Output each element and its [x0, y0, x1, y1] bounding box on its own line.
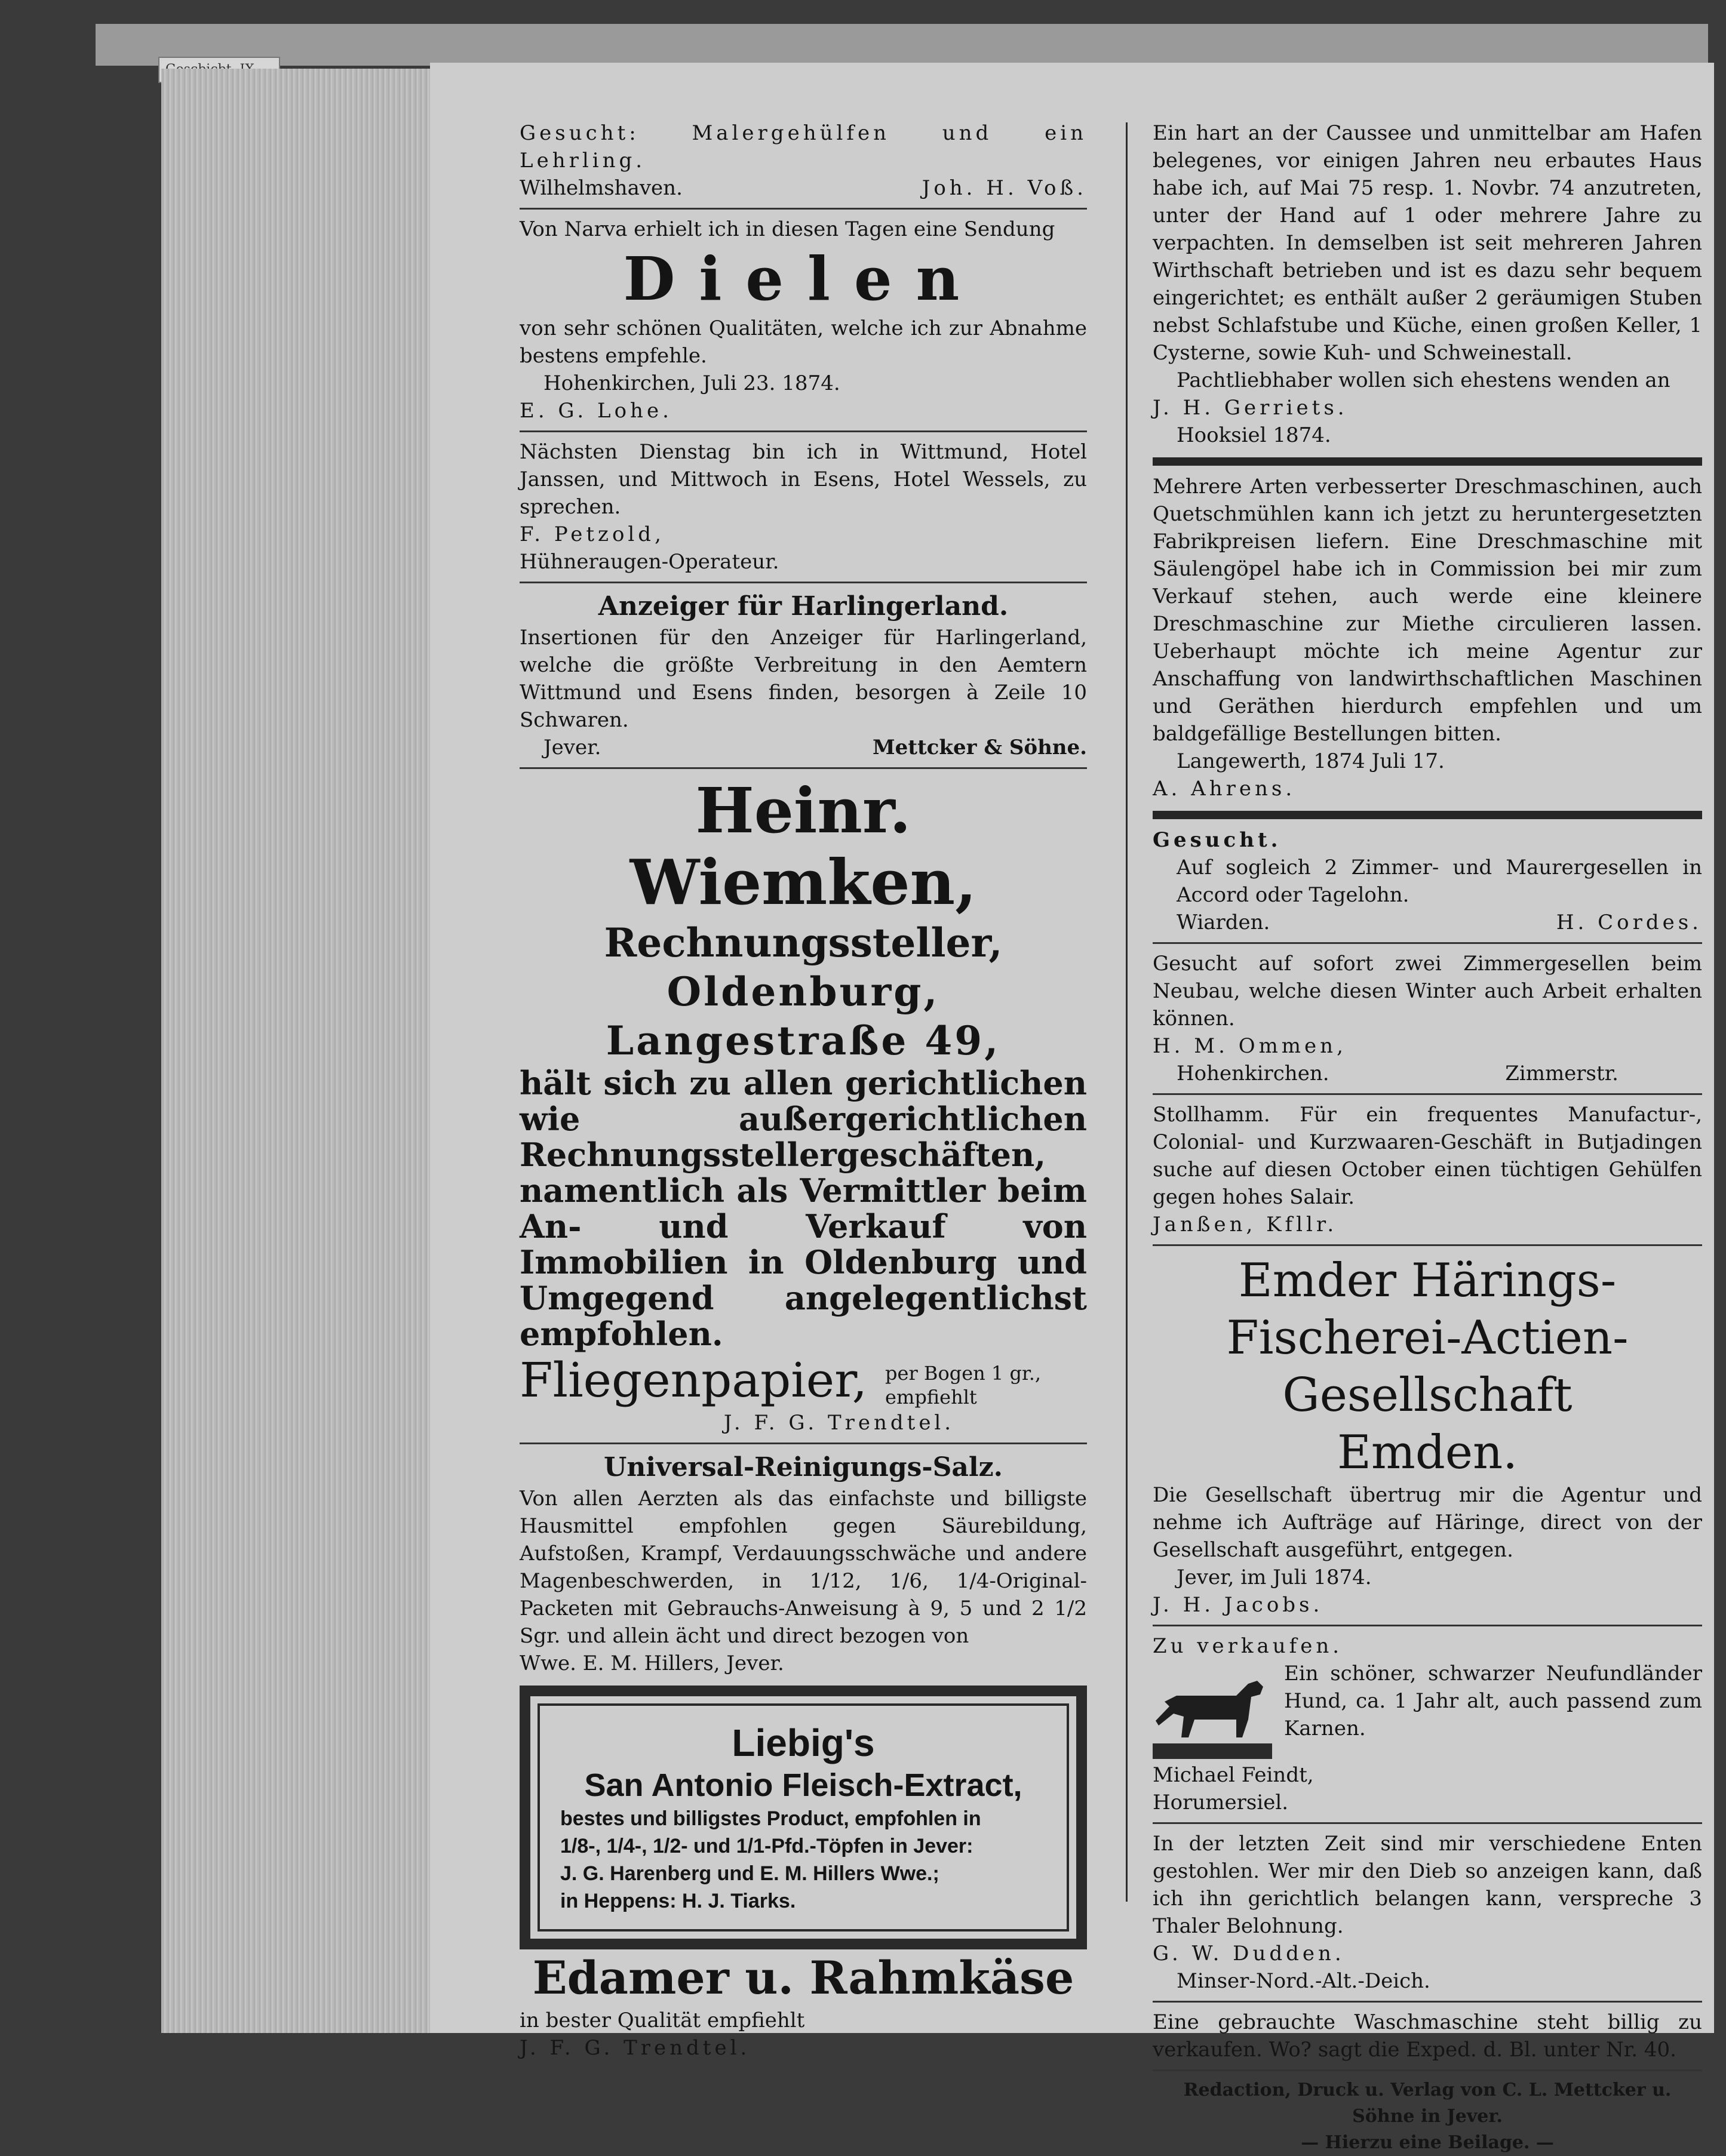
ad-place: Wiarden. [1177, 911, 1270, 934]
ad-headline: Heinr. Wiemken, [629, 774, 977, 919]
ad-text: Ein schöner, schwarzer Neufundländer Hund, ca. 1 Jahr alt, auch passend zum Karnen. [1284, 1662, 1702, 1740]
divider [1153, 1822, 1702, 1824]
ad-anzeiger [520, 589, 1087, 761]
ad-date: Langewerth, 1874 Juli 17. [1177, 749, 1445, 773]
ad-signature: J. H. Gerriets. [1153, 396, 1348, 420]
ad-signature: A. Ahrens. [1153, 777, 1296, 801]
ad-hund [1153, 1632, 1702, 1816]
thick-divider [1153, 811, 1702, 819]
ad-text: Die Gesellschaft übertrug mir die Agentur und nehme ich Aufträge auf Häringe, direct von der Gesellschaft ausgeführt, entgegen. [1153, 1483, 1702, 1562]
ad-headline: Edamer u. Rahmkäse [532, 1951, 1074, 2004]
ad-text: Insertionen für den Anzeiger für Harlingerland, welche die größte Verbreitung in den Aemtern Wittmund und Esens finden, besorgen à Zeile 10 Schwaren. [520, 626, 1087, 732]
ad-text: Gesucht: Malergehülfen und ein Lehrling. [520, 121, 1087, 173]
ad-date: Jever, im Juli 1874. [1177, 1566, 1372, 1589]
ad-call: Pachtliebhaber wollen sich ehestens wenden an [1177, 368, 1670, 392]
ad-reinigungs-salz [520, 1450, 1087, 1677]
ad-emder-haerings [1153, 1252, 1702, 1619]
ad-text: von sehr schönen Qualitäten, welche ich zur Abnahme bestens empfehle. [520, 316, 1087, 368]
ad-text-line: bestes und billigstes Product, empfohlen in [560, 1807, 981, 1830]
ad-headline: Fischerei-Actien-Gesellschaft [1226, 1311, 1629, 1422]
ad-signature: Janßen, Kfllr. [1153, 1213, 1338, 1237]
ad-enten [1153, 1830, 1702, 1995]
divider [520, 1443, 1087, 1444]
left-column [520, 119, 1087, 2062]
thick-divider [1153, 457, 1702, 466]
ad-dielen [520, 216, 1087, 425]
ad-headline: Dielen [623, 244, 984, 314]
ad-text-line: J. G. Harenberg und E. M. Hillers Wwe.; [560, 1862, 939, 1885]
ad-place: Hohenkirchen. [1177, 1062, 1329, 1085]
ad-text: Auf sogleich 2 Zimmer- und Maurergesellen in Accord oder Tagelohn. [1177, 856, 1702, 907]
dog-icon [1153, 1660, 1272, 1761]
ad-price: per Bogen 1 gr., empfiehlt [885, 1362, 1042, 1408]
ad-signature: G. W. Dudden. [1153, 1942, 1345, 1966]
divider [1153, 942, 1702, 944]
ad-signature: E. G. Lohe. [520, 399, 672, 423]
ad-text: hält sich zu allen gerichtlichen wie außergerichtlichen Rechnungsstellergeschäften, namentlich als Vermittler beim An- und Verkauf von Immobilien in Oldenburg und Umgegend angelegentlichst empfohlen. [520, 1064, 1087, 1353]
ad-waschmaschine [1153, 2009, 1702, 2063]
ad-text: Stollhamm. Für ein frequentes Manufactur-, Colonial- und Kurzwaaren-Geschäft in Butjadingen suche auf diesen October einen tüchtigen Gehülfen gegen hohes Salair. [1153, 1103, 1702, 1209]
divider [1153, 2001, 1702, 2003]
divider [520, 208, 1087, 210]
imprint-footer [1153, 2077, 1702, 2156]
ad-liebig-box [520, 1686, 1087, 1949]
ad-date: Hohenkirchen, Juli 23. 1874. [543, 371, 840, 395]
ad-signature: Joh. H. Voß. [922, 176, 1087, 200]
ad-signature: H. Cordes. [1556, 911, 1702, 934]
right-column [1153, 119, 1702, 2156]
ad-signature: F. Petzold, [520, 522, 665, 546]
ad-signature: J. F. G. Trendtel. [520, 2036, 751, 2060]
ad-signature: Wwe. E. M. Hillers, Jever. [520, 1651, 784, 1675]
ad-subheadline: San Antonio Fleisch-Extract, [584, 1767, 1022, 1803]
ad-title: Hühneraugen-Operateur. [520, 550, 779, 574]
ad-headline: Anzeiger für Harlingerland. [598, 591, 1009, 622]
ad-stollhamm [1153, 1101, 1702, 1238]
ad-gesucht-neubau [1153, 950, 1702, 1087]
ad-gesucht-maler [520, 119, 1087, 202]
ad-text: In der letzten Zeit sind mir verschiedene Enten gestohlen. Wer mir den Dieb so anzeigen kann, daß ich ihn gerichtlich belangen kann, verspreche 3 Thaler Belohnung. [1153, 1832, 1702, 1938]
ad-dreschmaschinen [1153, 473, 1702, 802]
ad-signature: J. F. G. Trendtel. [723, 1411, 955, 1435]
ad-trade: Zimmerstr. [1505, 1062, 1618, 1085]
book-page-edges [161, 69, 432, 2033]
ad-haus-verpachten [1153, 119, 1702, 449]
ad-date: Hooksiel 1874. [1177, 423, 1331, 447]
divider [1153, 1625, 1702, 1626]
divider [1153, 1244, 1702, 1246]
ad-headline: Zu verkaufen. [1153, 1634, 1343, 1658]
ad-text: Ein hart an der Caussee und unmittelbar am Hafen belegenes, vor einigen Jahren neu erbautes Haus habe ich, auf Mai 75 resp. 1. Novbr. 74 anzutreten, unter der Hand auf 1 oder mehrere Jahre zu verpachten. In demselben ist seit mehreren Jahren Wirthschaft betrieben und ist es dazu sehr bequem eingerichtet; es enthält außer 2 geräumigen Stuben nebst Schlafstube und Küche, einen großen Keller, 1 Cysterne, sowie Kuh- und Schweinestall. [1153, 121, 1702, 365]
ad-text: Eine gebrauchte Waschmaschine steht billig zu verkaufen. Wo? sagt die Exped. d. Bl. unter Nr. 40. [1153, 2010, 1702, 2062]
ad-text: Nächsten Dienstag bin ich in Wittmund, Hotel Janssen, und Mittwoch in Esens, Hotel Wessels, zu sprechen. [520, 440, 1087, 519]
ad-fliegenpapier [520, 1352, 1087, 1409]
ad-place: Horumersiel. [1153, 1791, 1289, 1814]
divider [520, 767, 1087, 769]
ad-intro: Von Narva erhielt ich in diesen Tagen eine Sendung [520, 217, 1055, 241]
ad-place: Wilhelmshaven. [520, 176, 683, 200]
ad-headline: Fliegenpapier, [520, 1352, 868, 1408]
ad-headline: Emder Härings- [1238, 1254, 1617, 1308]
ad-headline: Liebig's [732, 1721, 875, 1764]
ad-text: Von allen Aerzten als das einfachste und billigste Hausmittel empfohlen gegen Säurebildung, Aufstoßen, Krampf, Verdauungsschwäche und andere Magenbeschwerden, in 1/12, 1/6, 1/4-Original-Packeten mit Gebrauchs-Anweisung à 9, 5 und 2 1/2 Sgr. und allein ächt und direct bezogen von [520, 1487, 1087, 1648]
ad-text: in bester Qualität empfiehlt [520, 2009, 805, 2032]
ad-place: Minser-Nord.-Alt.-Deich. [1177, 1969, 1430, 1993]
ad-headline: Emden. [1337, 1426, 1518, 1480]
ad-signature: J. H. Jacobs. [1153, 1593, 1323, 1617]
ad-wiemken [520, 775, 1087, 1352]
ad-headline: Gesucht. [1153, 828, 1282, 852]
ad-signature: Michael Feindt, [1153, 1763, 1314, 1787]
ad-text-line: in Heppens: H. J. Tiarks. [560, 1890, 796, 1912]
divider [1153, 1093, 1702, 1095]
ad-text: Mehrere Arten verbesserter Dreschmaschinen, auch Quetschmühlen kann ich jetzt zu heruntergesetzten Fabrikpreisen liefern. Eine Dreschmaschine mit Säulengöpel habe ich in Commission bei mir zum Verkauf stehen, auch werde eine kleinere Dreschmaschine zur Miethe circulieren lassen. Ueberhaupt möchte ich meine Agentur zur Anschaffung von landwirthschaftlichen Maschinen und Geräthen hierdurch empfehlen und um baldgefällige Bestellungen bitten. [1153, 475, 1702, 746]
newspaper-page [430, 63, 1714, 2153]
book-cover [96, 24, 1708, 66]
supplement-note: — Hierzu eine Beilage. — [1301, 2132, 1554, 2153]
column-divider [1126, 122, 1128, 1902]
imprint-line: Redaction, Druck u. Verlag von C. L. Mettcker u. Söhne in Jever. [1183, 2080, 1672, 2127]
divider [520, 430, 1087, 432]
divider [520, 582, 1087, 583]
ad-edamer [520, 1949, 1087, 2062]
ad-subheadline: Rechnungssteller, [604, 919, 1003, 966]
ad-address: Oldenburg, Langestraße 49, [606, 968, 1001, 1064]
ad-petzold [520, 438, 1087, 576]
ad-signature: H. M. Ommen, [1153, 1034, 1347, 1058]
ad-text-line: 1/8-, 1/4-, 1/2- und 1/1-Pfd.-Töpfen in Jever: [560, 1835, 973, 1857]
divider [1153, 2069, 1702, 2071]
ad-headline: Universal-Reinigungs-Salz. [604, 1452, 1003, 1483]
ad-text: Gesucht auf sofort zwei Zimmergesellen beim Neubau, welche diesen Winter auch Arbeit erhalten können. [1153, 952, 1702, 1031]
ad-signature: Mettcker & Söhne. [873, 736, 1087, 759]
ad-place: Jever. [543, 736, 601, 759]
ad-gesucht-zimmer [1153, 826, 1702, 936]
